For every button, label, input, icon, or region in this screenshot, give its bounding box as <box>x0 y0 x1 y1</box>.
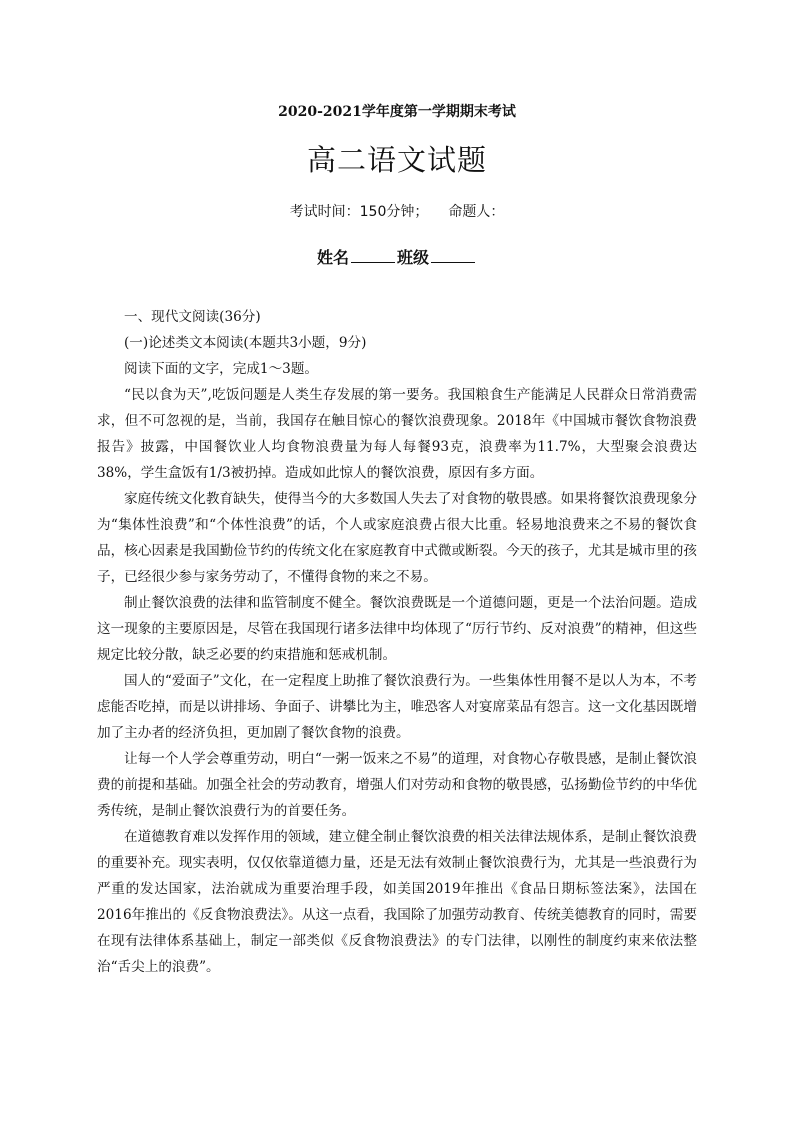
page-title: 高二语文试题 <box>306 143 487 177</box>
paragraph: 制止餐饮浪费的法律和监管制度不健全。餐饮浪费既是一个道德问题，更是一个法治问题。造成这一现象的主要原因是，尽管在我国现行诸多法律中均体现了“厉行节约、反对浪费”的精神，但这些规定比较分散，缺乏必要的约束措施和惩戒机制。 <box>97 595 697 663</box>
question-setter: 命题人： <box>448 204 505 220</box>
instruction: 阅读下面的文字，完成1～3题。 <box>124 361 319 377</box>
name-blank <box>351 248 395 263</box>
paragraph: “民以食为天”,吃饭问题是人类生存发展的第一要务。我国粮食生产能满足人民群众日常消费需求，但不可忽视的是，当前，我国存在触目惊心的餐饮浪费现象。2018年《中国城市餐饮食物浪费报告》披露，中国餐饮业人均食物浪费量为每人每餐93克，浪费率为11.7%，大型聚会浪费达38%，学生盒饭有1/3被扔掉。造成如此惊人的餐饮浪费，原因有多方面。 <box>97 387 697 481</box>
class-label: 班级 <box>397 248 430 267</box>
name-label: 姓名 <box>316 248 349 267</box>
section-subheading: (一)论述类文本阅读(本题共3小题，9分) <box>124 335 367 351</box>
section-heading: 一、现代文阅读(36分) <box>124 309 261 325</box>
reading-passage <box>97 304 697 980</box>
paragraph: 让每一个人学会尊重劳动，明白“一粥一饭来之不易”的道理，对食物心存敬畏感，是制止餐饮浪费的前提和基础。加强全社会的劳动教育，增强人们对劳动和食物的敬畏感，弘扬勤俭节约的中华优秀传统，是制止餐饮浪费行为的首要任务。 <box>97 751 697 819</box>
student-info-line <box>0 245 794 268</box>
exam-info <box>0 201 794 221</box>
exam-period: 2020-2021学年度第一学期期末考试 <box>278 104 516 120</box>
paragraph: 在道德教育难以发挥作用的领域，建立健全制止餐饮浪费的相关法律法规体系，是制止餐饮浪费的重要补充。现实表明，仅仅依靠道德力量，还是无法有效制止餐饮浪费行为，尤其是一些浪费行为严重的发达国家，法治就成为重要治理手段，如美国2019年推出《食品日期标签法案》，法国在2016年推出的《反食物浪费法》。从这一点看，我国除了加强劳动教育、传统美德教育的同时，需要在现有法律体系基础上，制定一部类似《反食物浪费法》的专门法律，以刚性的制度约束来依法整治“舌尖上的浪费”。 <box>97 829 697 975</box>
exam-time: 考试时间：150分钟； <box>289 204 429 220</box>
class-blank <box>431 248 475 263</box>
paragraph: 家庭传统文化教育缺失，使得当今的大多数国人失去了对食物的敬畏感。如果将餐饮浪费现象分为“集体性浪费”和“个体性浪费”的话，个人或家庭浪费占很大比重。轻易地浪费来之不易的餐饮食品，核心因素是我国勤俭节约的传统文化在家庭教育中式微或断裂。今天的孩子，尤其是城市里的孩子，已经很少参与家务劳动了，不懂得食物的来之不易。 <box>97 491 697 585</box>
paragraph: 国人的“爱面子”文化，在一定程度上助推了餐饮浪费行为。一些集体性用餐不是以人为本，不考虑能否吃掉，而是以讲排场、争面子、讲攀比为主，唯恐客人对宴席菜品有怨言。这一文化基因既增加了主办者的经济负担，更加剧了餐饮食物的浪费。 <box>97 673 697 741</box>
